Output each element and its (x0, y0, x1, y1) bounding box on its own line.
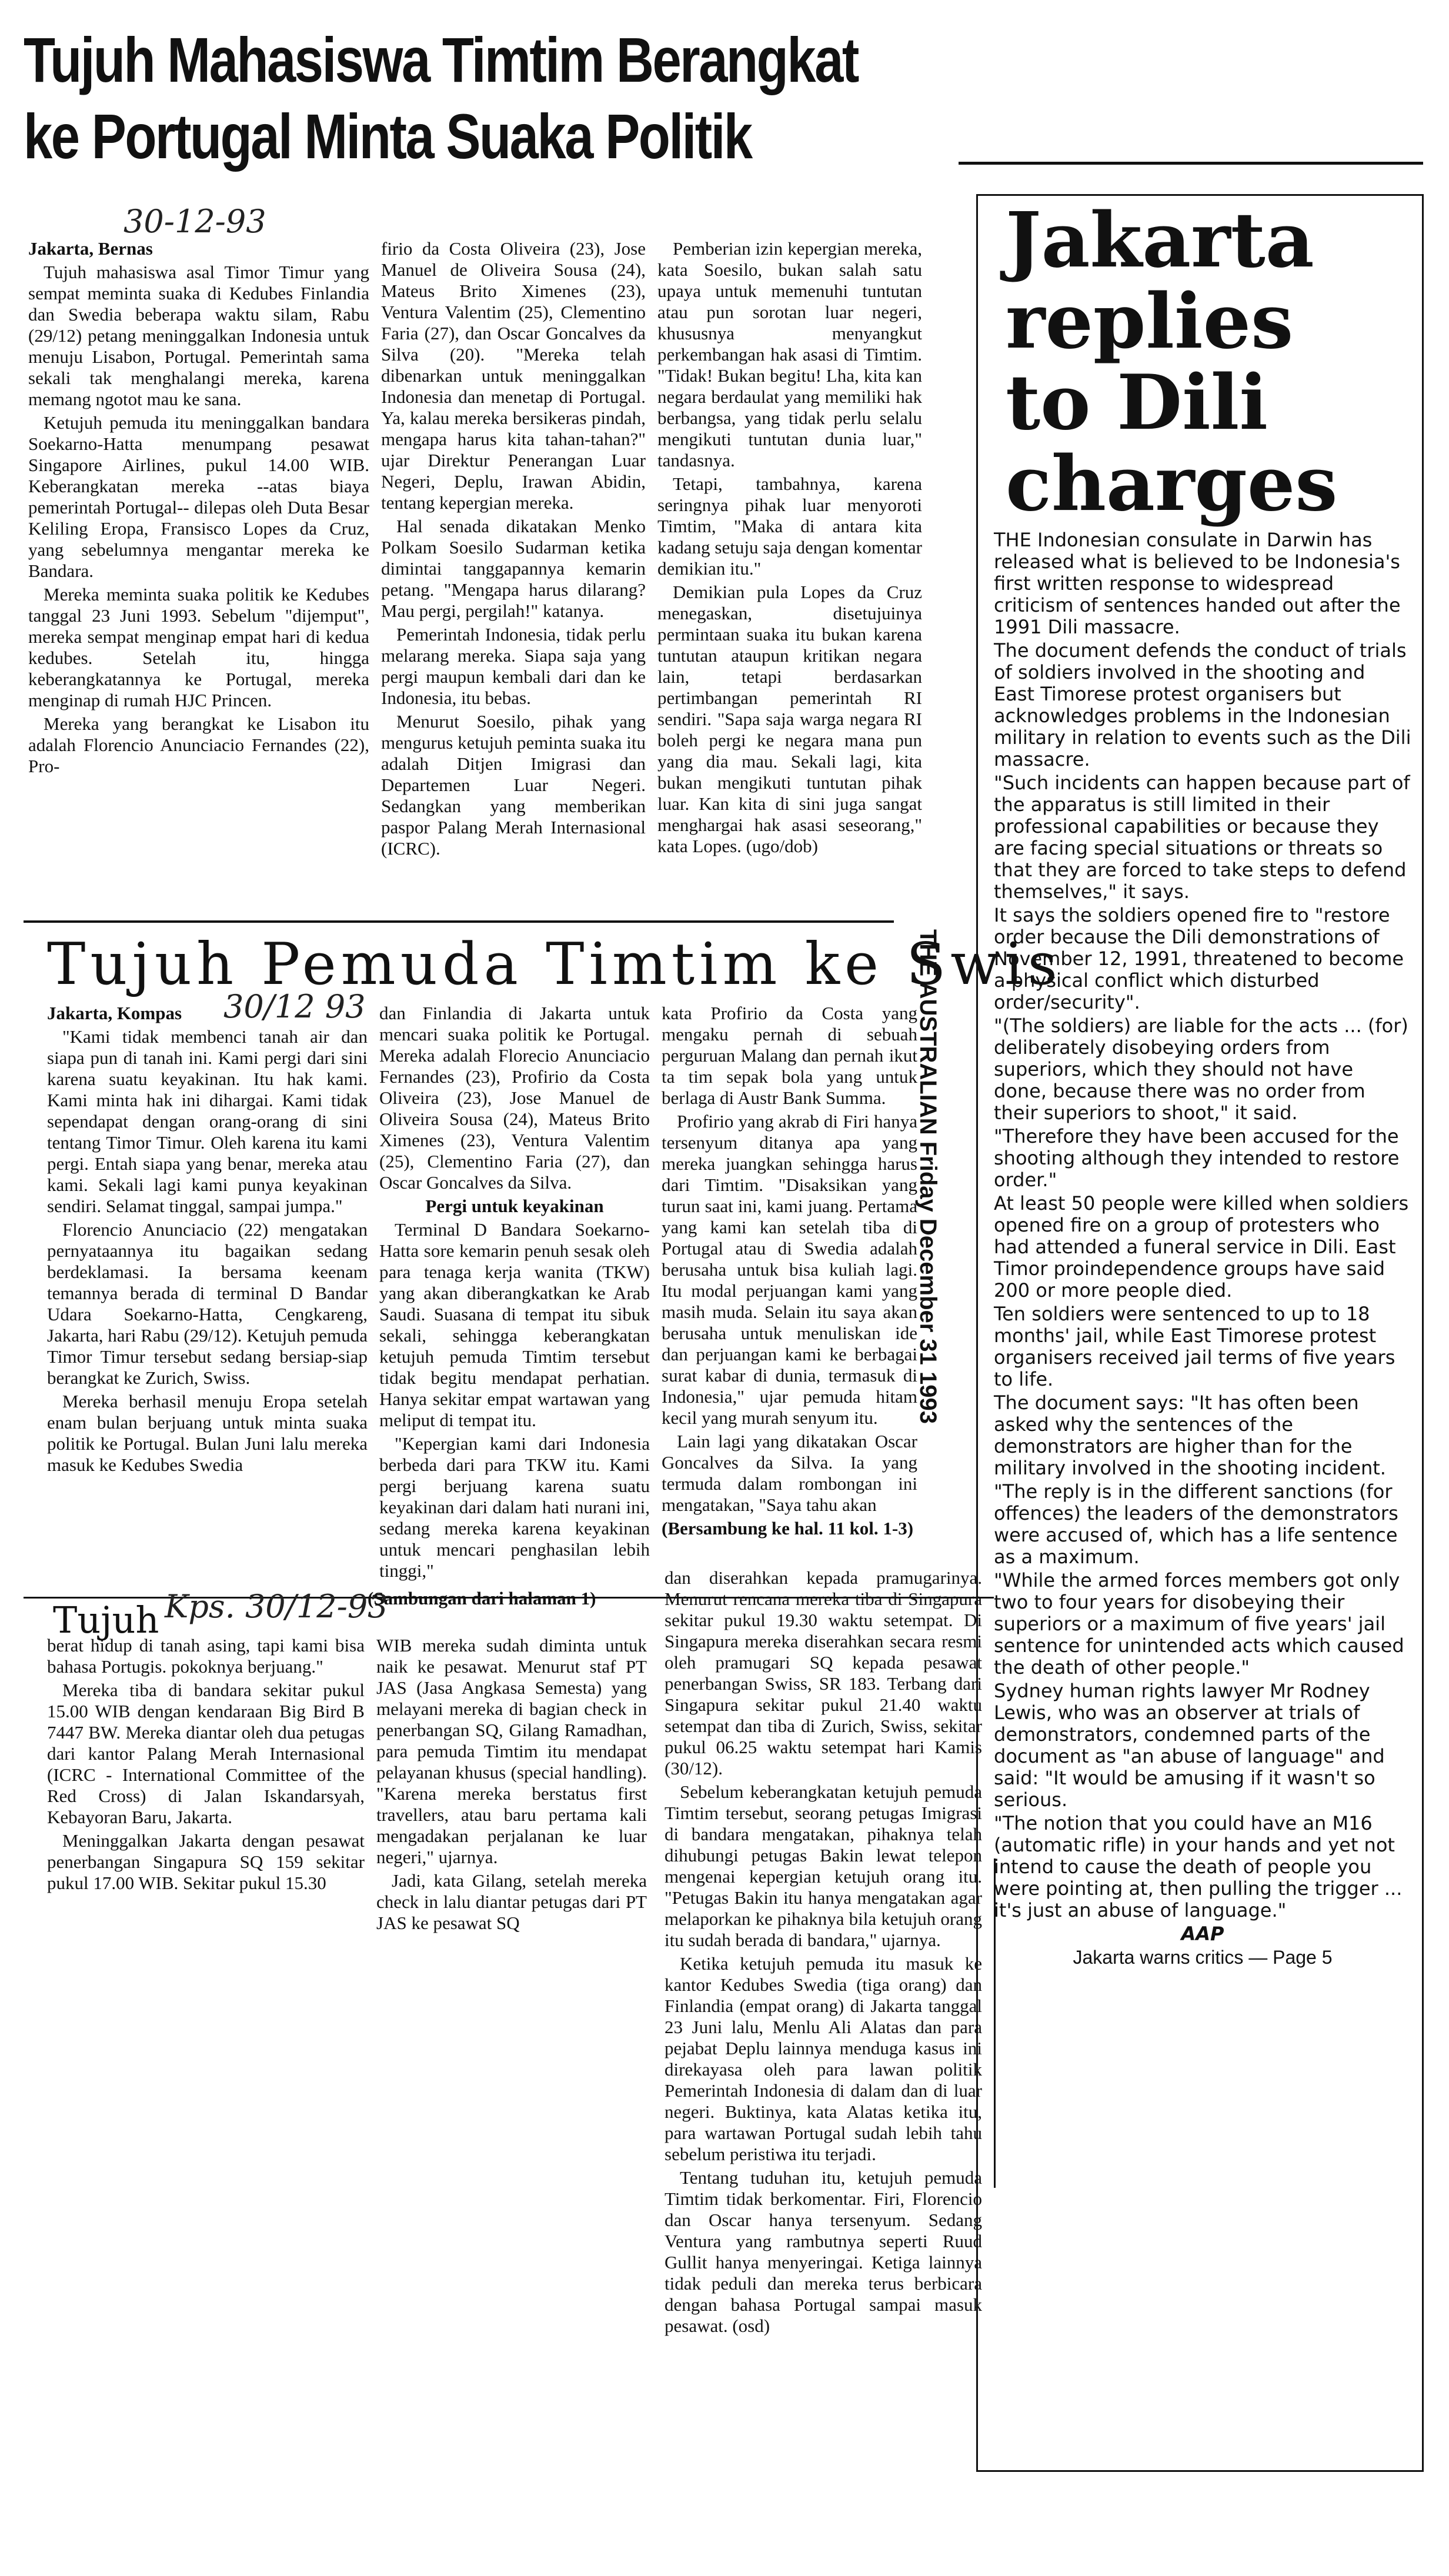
article2-continued: (Bersambung ke hal. 11 kol. 1-3) (662, 1518, 914, 1539)
article1-column-3 (657, 238, 922, 859)
australian-border-right (1422, 194, 1424, 2472)
article1-paragraph: Demikian pula Lopes da Cruz menegaskan, disetujuinya permintaan suaka itu bukan karena tuntutan ataupun kritikan negara lain, tetapi berdasarkan pertimbangan pemerintah RI sendiri. "Sapa saja warga negara RI boleh pergi ke negara mana pun yang dia mau. Sekali lagi, kita bukan mengikuti tuntutan pihak luar. Kan kita di sini juga sangat menghargai hak asasi seseorang," kata Lopes. (ugo/dob) (657, 582, 922, 856)
article3-paragraph: Jadi, kata Gilang, setelah mereka check in lalu diantar petugas dari PT JAS ke pesawat SQ (376, 1870, 647, 1933)
australian-headline-line: replies (1006, 278, 1294, 366)
article3-headline: Tujuh (53, 1599, 159, 1641)
article3-paragraph: Tentang tuduhan itu, ketujuh pemuda Timtim tidak berkomentar. Firi, Florencio dan Oscar hanya tersenyum. Sedang Ventura yang rambutnya seperti Ruud Gullit hanya menyeringai. Ketiga lainnya tidak peduli dan mereka terus berbicara dengan bahasa Portugal sampai masuk pesawat. (osd) (665, 2167, 982, 2336)
australian-headline-line: Jakarta (1006, 196, 1314, 285)
article3-paragraph: Mereka tiba di bandara sekitar pukul 15.00 WIB dengan kendaraan Big Bird B 7447 BW. Mereka diantar oleh dua petugas dari kantor Palang Merah Internasional (ICRC - International Committee of the Red Cross) di Jalan Iskandarsyah, Kebayoran Baru, Jakarta. (47, 1680, 365, 1827)
article2-column-1 (47, 1003, 368, 1478)
australian-headline-line: charges (1006, 440, 1338, 528)
article2-subhead: Pergi untuk keyakinan (425, 1196, 604, 1216)
australian-paragraph: It says the soldiers opened fire to "restore order because the Dili demonstrations of November 12, 1991, threatened to become a physical conflict which disturbed order/security". (994, 904, 1404, 1013)
article1-paragraph: firio da Costa Oliveira (23), Jose Manuel de Oliveira Sousa (24), Mateus Brito Ximenes (23), Ventura Valentim (25), Clementino Faria (27), dan Oscar Goncalves da Silva (20). "Mereka telah dibenarkan untuk meninggalkan Indonesia dan menetap di Portugal. Ya, kalau mereka bersikeras pindah, mengapa harus kita tahan-tahan?" ujar Direktur Penerangan Luar Negeri, Deplu, Irawan Abidin, tentang kepergian mereka. (381, 238, 646, 513)
article1-headline-line2: ke Portugal Minta Suaka Politik (24, 101, 752, 172)
article2-column-2 (379, 1003, 650, 1584)
australian-vertical-label: THE AUSTRALIAN Friday December 31 1993 (915, 929, 941, 1424)
article2-paragraph: Profirio yang akrab di Firi hanya tersenyum ditanya apa yang mereka juangkan sehingga harus dari Timtim. "Disaksikan yang turun saat ini, kami juang. Pertama yang kami kan setelah tiba di Portugal atau di Swedia adalah berusaha untuk bisa kuliah lagi. Itu modal perjuangan kami yang masih muda. Selain itu saya akan berusaha untuk menuliskan ide dan perjuangan kami ke berbagai surat kabar di dunia, termasuk di Indonesia," ujar pemuda hitam kecil yang murah senyum itu. (662, 1111, 917, 1428)
article2-dateline: Jakarta, Kompas (47, 1003, 182, 1023)
australian-border-top (976, 194, 1423, 196)
article1-paragraph: Ketujuh pemuda itu meninggalkan bandara Soekarno-Hatta menumpang pesawat Singapore Airlines, pukul 14.00 WIB. Keberangkatan mereka --atas biaya pemerintah Portugal-- dilepas oleh Duta Besar Keliling Eropa, Fransisco Lopes da Cruz, yang sebelumnya mengantar mereka ke Bandara. (28, 412, 369, 581)
article3-column-1 (47, 1635, 365, 1896)
article2-headline: Tujuh Pemuda Timtim ke Swis (47, 931, 1062, 998)
article1-paragraph: Hal senada dikatakan Menko Polkam Soesilo Sudarman ketika dimintai tanggapannya kemarin petang. "Mengapa harus dilarang? Mau pergi, pergilah!" katanya. (381, 516, 646, 621)
article2-paragraph: Terminal D Bandara Soekarno-Hatta sore kemarin penuh sesak oleh para tenaga kerja wanita (TKW) yang akan diberangkatkan ke Arab Saudi. Suasana di tempat itu sibuk sekali, sehingga keberangkatan ketujuh pemuda Timtim tersebut tidak begitu mendapat perhatian. Hanya sekitar empat wartawan yang meliput di tempat itu. (379, 1219, 650, 1430)
article2-paragraph: Mereka berhasil menuju Eropa setelah enam bulan berjuang untuk minta suaka politik ke Portugal. Bulan Juni lalu mereka masuk ke Kedubes Swedia (47, 1391, 368, 1475)
article1-paragraph: Tujuh mahasiswa asal Timor Timur yang sempat meminta suaka di Kedubes Finlandia dan Swedia beberapa waktu silam, Rabu (29/12) petang meninggalkan Indonesia untuk menuju Lisabon, Portugal. Pemerintah sama sekali tak menghalangi mereka, karena memang ngotot mau ke sana. (28, 262, 369, 409)
article2-handwritten-date: 30/12 93 (223, 988, 366, 1025)
article1-paragraph: Mereka yang berangkat ke Lisabon itu adalah Florencio Anunciacio Fernandes (22), Pro- (28, 713, 369, 776)
article2-paragraph: "Kami tidak membenci tanah air dan siapa pun di tanah ini. Kami pergi dari sini karena suatu keyakinan. Itu hak kami. Kami minta hak ini dihargai. Kami tidak sependapat dengan orang-orang di sini tentang Timor Timur. Oleh karena itu kami pergi. Entah siapa yang benar, mereka atau kami. Sekali lagi kami punya keyakinan sendiri. Selamat tinggal, sampai jumpa." (47, 1026, 368, 1216)
article3-paragraph: Sebelum keberangkatan ketujuh pemuda Timtim tersebut, seorang petugas Imigrasi di bandara mengatakan, pihaknya telah dihubungi petugas Bakin lewat telepon mengenai kepergian ketujuh orang itu. "Petugas Bakin itu hanya mengatakan agar melaporkan ke pihaknya bila ketujuh orang itu sudah berada di bandara," ujarnya. (665, 1781, 982, 1950)
australian-paragraph: The document defends the conduct of trials of soldiers involved in the shooting and East Timorese protest organisers but acknowledges problems in the Indonesian military in relation to events such as the Dili massacre. (994, 639, 1411, 770)
article3-handwritten: Kps. 30/12-93 (165, 1588, 388, 1625)
australian-headline (1006, 196, 1411, 528)
australian-paragraph: Sydney human rights lawyer Mr Rodney Lewis, who was an observer at trials of demonstrators, condemned parts of the document as "an abuse of language" and said: "It would be amusing if it wasn't so serious. (994, 1680, 1385, 1811)
article1-paragraph: Tetapi, tambahnya, karena seringnya pihak luar menyoroti Timtim, "Maka di antara kita kadang setuju saja dengan komentar demikian itu." (657, 473, 922, 579)
australian-credit: AAP (1181, 1923, 1224, 1945)
article2-paragraph: "Kepergian kami dari Indonesia berbeda dari para TKW itu. Kami pergi berjuang karena suatu keyakinan dari dalam hati nurani ini, sedang mereka karena keyakinan untuk mencari penghasilan lebih tinggi," (379, 1433, 650, 1581)
section-divider (24, 920, 894, 923)
article3-paragraph: Ketika ketujuh pemuda itu masuk ke kantor Kedubes Swedia (tiga orang) dan Finlandia (empat orang) di Jakarta tanggal 23 Juni lalu, Menlu Ali Alatas dan para pejabat Deplu lainnya menduga kasus ini direkayasa oleh para lawan politik Pemerintah Indonesia di dalam dan di luar negeri. Buktinya, kata Alatas ketika itu, para wartawan Portugal sudah lebih tahu sebelum peristiwa itu terjadi. (665, 1953, 982, 2164)
article3-column-3 (665, 1567, 982, 2339)
article1-paragraph: Menurut Soesilo, pihak yang mengurus ketujuh peminta suaka itu adalah Ditjen Imigrasi dan Departemen Luar Negeri. Sedangkan yang memberikan paspor Palang Merah Internasional (ICRC). (381, 711, 646, 859)
article2-paragraph: kata Profirio da Costa yang mengaku pernah di sebuah perguruan Malang dan pernah ikut ta tim sepak bola yang untuk berlaga di Austr Bank Summa. (662, 1003, 917, 1108)
article1-column-2 (381, 238, 646, 862)
article1-headline-line1: Tujuh Mahasiswa Timtim Berangkat (24, 24, 858, 95)
article3-column-2 (376, 1635, 647, 1936)
article2-column-3 (662, 1003, 917, 1541)
australian-paragraph: "The notion that you could have an M16 (automatic rifle) in your hands and yet not intend to cause the death of people you were pointing at, then pulling the trigger ... it's just an abuse of language." (994, 1812, 1403, 1921)
australian-paragraph: "While the armed forces members got only two to four years for disobeying their superiors or a maximum of five years' jail sentence for unintended acts which caused the death of other people." (994, 1569, 1404, 1679)
australian-paragraph: At least 50 people were killed when soldiers opened fire on a group of protesters who had attended a funeral service in Dili. East Timor proindependence groups have said 200 or more people died. (994, 1192, 1409, 1302)
article3-paragraph: dan diserahkan kepada pramugarinya. Menurut rencana mereka tiba di Singapura sekitar pukul 19.30 waktu setempat. Di Singapura mereka diserahkan secara resmi oleh pramugari SQ kepada pesawat penerbangan Swiss, SR 183. Terbang dari Singapura sekitar pukul 21.40 waktu setempat dan tiba di Zurich, Swiss, sekitar pukul 06.25 waktu setempat hari Kamis (30/12). (665, 1567, 982, 1778)
article1-paragraph: Mereka meminta suaka politik ke Kedubes tanggal 23 Juni 1993. Sebelum "dijemput", mereka sempat menginap empat hari di kedua kedubes. Setelah itu, hingga keberangkatannya ke Portugal, mereka menginap di rumah HJC Princen. (28, 584, 369, 710)
australian-paragraph: "The reply is in the different sanctions (for offences) the leaders of the demonstrators were accused of, which has a life sentence as a maximum. (994, 1480, 1398, 1568)
australian-paragraph: "(The soldiers) are liable for the acts ... (for) deliberately disobeying orders from superiors, which they should not have done, because there was no order from their superiors to shoot," it said. (994, 1015, 1408, 1124)
article1-column-1 (28, 238, 369, 779)
australian-headline-line: to Dili (1006, 359, 1268, 447)
australian-body (994, 529, 1411, 1970)
article2-paragraph: Florencio Anunciacio (22) mengatakan pernyataannya itu bagaikan sedang berdeklamasi. Ia bersama keenam temannya berada di terminal D Bandar Udara Soekarno-Hatta, Cengkareng, Jakarta, hari Rabu (29/12). Ketujuh pemuda Timor Timur tersebut sedang bersiap-siap berangkat ke Zurich, Swiss. (47, 1219, 368, 1388)
article2-paragraph: dan Finlandia di Jakarta untuk mencari suaka politik ke Portugal. Mereka adalah Florecio Anunciacio Fernandes (23), Profirio da Costa Oliveira (23), Jose Manuel de Oliveira Sousa (24), Mateus Brito Ximenes (23), Ventura Valentim (25), Clementino Faria (27), dan Oscar Goncalves da Silva. (379, 1003, 650, 1193)
australian-paragraph: THE Indonesian consulate in Darwin has released what is believed to be Indonesia's first written response to widespread criticism of sentences handed out after the 1991 Dili massacre. (994, 529, 1401, 638)
article3-continuation: (Sambungan dari halaman 1) (368, 1588, 596, 1609)
article3-paragraph: berat hidup di tanah asing, tapi kami bisa bahasa Portugis. pokoknya berjuang." (47, 1635, 365, 1677)
article3-paragraph: Meninggalkan Jakarta dengan pesawat penerbangan Singapura SQ 159 sekitar pukul 17.00 WIB. Sekitar pukul 15.30 (47, 1830, 365, 1893)
article1-handwritten-date: 30-12-93 (123, 203, 266, 240)
australian-paragraph: Ten soldiers were sentenced to up to 18 months' jail, while East Timorese protest organisers received jail terms of five years to life. (994, 1303, 1395, 1390)
article3-paragraph: WIB mereka sudah diminta untuk naik ke pesawat. Menurut staf PT JAS (Jasa Angkasa Semesta) yang melayani mereka di bagian check in penerbangan SQ, Gilang Ramadhan, para pemuda Timtim itu mendapat pelayanan khusus (special handling). "Karena mereka berstatus first travellers, atau baru pertama kali mengadakan perjalanan ke luar negeri," ujarnya. (376, 1635, 647, 1867)
australian-paragraph: "Therefore they have been accused for the shooting although they intended to restore order." (994, 1125, 1400, 1191)
australian-paragraph: "Such incidents can happen because part of the apparatus is still limited in their professional capabilities or because they are facing special situations or threats so that they are forced to take steps to defend themselves," it says. (994, 772, 1410, 903)
australian-border-bottom (976, 2470, 1423, 2472)
article1-dateline: Jakarta, Bernas (28, 238, 153, 259)
australian-footer: Jakarta warns critics — Page 5 (1073, 1947, 1333, 1968)
article2-paragraph: Lain lagi yang dikatakan Oscar Goncalves da Silva. Ia yang termuda dalam rombongan ini mengatakan, "Saya tahu akan (662, 1431, 917, 1515)
column-rule (959, 162, 1423, 165)
article1-paragraph: Pemberian izin kepergian mereka, kata Soesilo, bukan salah satu upaya untuk memenuhi tuntutan atau pun sorotan luar negeri, khususnya menyangkut perkembangan hak asasi di Timtim. "Tidak! Bukan begitu! Lha, kita kan negara berdaulat yang memiliki hak berbangsa, yang tidak perlu selalu mengikuti tuntutan dunia luar," tandasnya. (657, 238, 922, 471)
article1-paragraph: Pemerintah Indonesia, tidak perlu melarang mereka. Siapa saja yang pergi maupun kembali dari dan ke Indonesia, itu bebas. (381, 624, 646, 708)
australian-paragraph: The document says: "It has often been asked why the sentences of the demonstrators are higher than for the military involved in the shooting incident. (994, 1392, 1386, 1479)
